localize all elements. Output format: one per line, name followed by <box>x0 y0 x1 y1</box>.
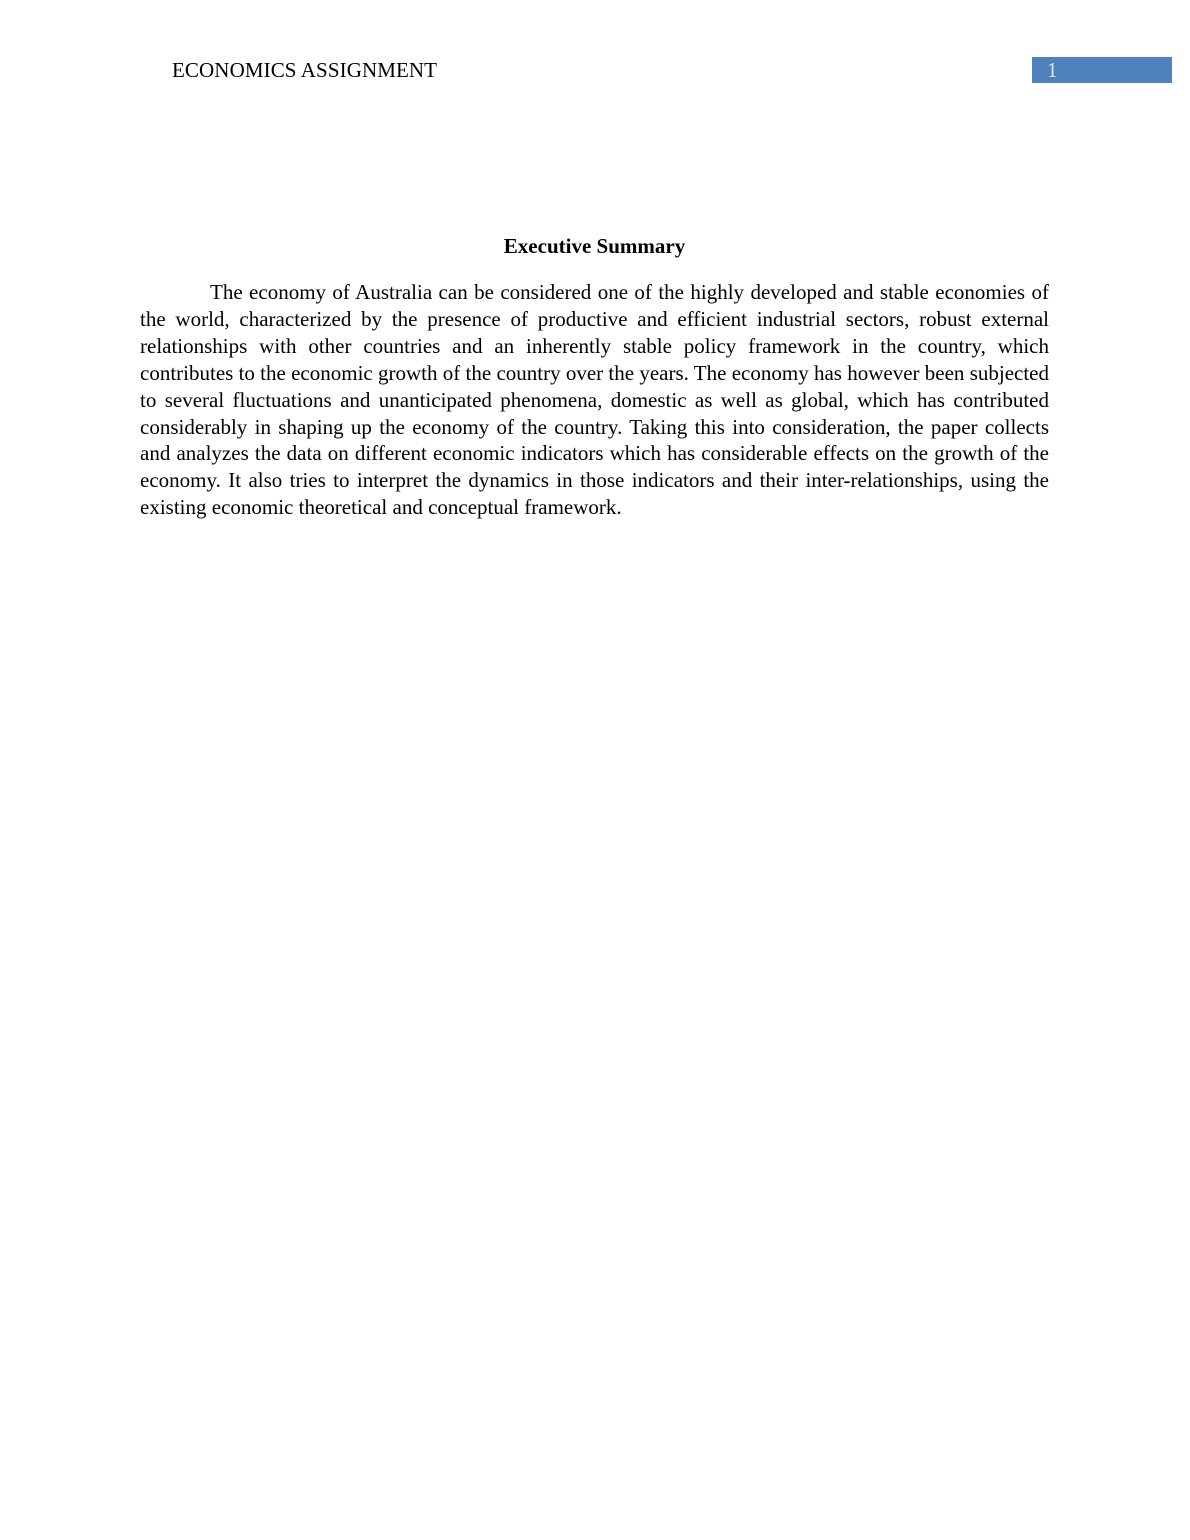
summary-paragraph: The economy of Australia can be considered one of the highly developed and stable economies of the world, characterized by the presence of productive and efficient industrial sectors, robust external relationships with other countries and an inherently stable policy framework in the country, which contributes to the economic growth of the country over the years. The economy has however been subjected to several fluctuations and unanticipated phenomena, domestic as well as global, which has contributed considerably in shaping up the economy of the country. Taking this into consideration, the paper collects and analyzes the data on different economic indicators which has considerable effects on the growth of the economy. It also tries to interpret the dynamics in those indicators and their inter-relationships, using the existing economic theoretical and conceptual framework. <box>140 280 1049 520</box>
page-number: 1 <box>1047 58 1058 82</box>
running-head: ECONOMICS ASSIGNMENT <box>172 58 438 82</box>
section-title: Executive Summary <box>503 234 686 258</box>
page-number-box <box>1032 57 1172 83</box>
